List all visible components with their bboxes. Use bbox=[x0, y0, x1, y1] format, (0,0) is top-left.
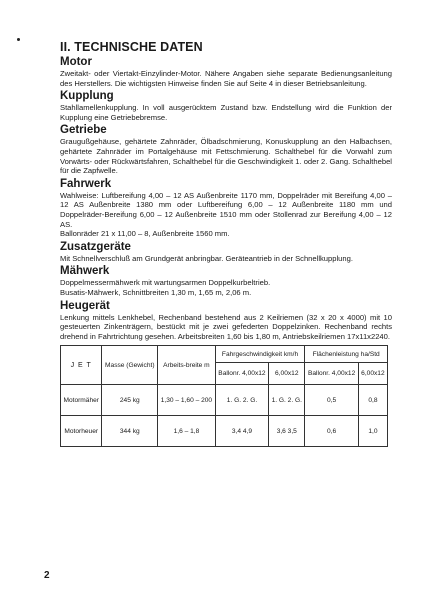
text-maehwerk: Doppelmessermähwerk mit wartungsarmen Doppelkurbeltrieb. bbox=[60, 278, 271, 288]
spec-table bbox=[60, 345, 388, 447]
text-zusatzgeraete: Mit Schnellverschluß am Grundgerät anbringbar. Geräteantrieb in der Schnellkupplung. bbox=[60, 253, 353, 263]
heading-heugeraet: Heugerät bbox=[60, 299, 110, 312]
document-page bbox=[60, 40, 392, 447]
text-heugeraet: Lenkung mittels Lenkhebel, Rechenband bestehend aus 2 Keilriemen (32 x 20 x 4000) mit 10 gesteuerten Zinkenträgern, bestückt mit je zwei gefederten Doppelzinken. Rechenband rechts drehend in Fahrtrichtung gesehen. Arbeitsbreiten 1,60 bis 1,80 m, Antriebskeilriemen 17x11x2240. bbox=[60, 312, 392, 341]
row-breite: 1,6 – 1,8 bbox=[158, 416, 216, 447]
row-masse: 344 kg bbox=[102, 416, 158, 447]
row-speed-1: 1. G. 2. G. bbox=[215, 385, 268, 416]
row-name: Motormäher bbox=[61, 385, 102, 416]
text-fahrwerk-ballon: Ballonräder 21 x 11,00 – 8, Außenbreite 1560 mm. bbox=[60, 229, 230, 239]
heading-maehwerk: Mähwerk bbox=[60, 265, 110, 278]
col-subheader-area-2: 6,00x12 bbox=[358, 363, 387, 385]
table-row bbox=[61, 416, 388, 447]
col-header-breite: Arbeits-breite m bbox=[158, 346, 216, 385]
heading-fahrwerk: Fahrwerk bbox=[60, 177, 112, 190]
col-header-speed: Fahrgeschwindigkeit km/h bbox=[215, 346, 305, 363]
text-getriebe: Graugußgehäuse, gehärtete Zahnräder, Ölbadschmierung, Konuskupplung an den Halbachsen, gehärtete Zahnräder im Portalgehäuse mit Fettschmierung. Schalthebel für die Vorwahl zum Vorwärts- oder Rückwärtsfahren, Schalthebel für die Geschwindigkeit 1. oder 2. Gang. Schalthebel für die Zapfwelle. bbox=[60, 137, 392, 176]
row-name: Motorheuer bbox=[61, 416, 102, 447]
heading-getriebe: Getriebe bbox=[60, 124, 107, 137]
row-area-2: 1,0 bbox=[358, 416, 387, 447]
col-header-jet: J E T bbox=[61, 346, 102, 385]
margin-dot bbox=[17, 38, 20, 41]
table-row bbox=[61, 385, 388, 416]
row-masse: 245 kg bbox=[102, 385, 158, 416]
chapter-title: II. TECHNISCHE DATEN bbox=[60, 40, 203, 54]
page-number: 2 bbox=[44, 570, 50, 581]
text-motor: Zweitakt- oder Viertakt-Einzylinder-Motor. Nähere Angaben siehe separate Bedienungsanleitung des Herstellers. Die wichtigsten Hinweise finden Sie auf Seite 4 in dieser Betriebsanleitung. bbox=[60, 69, 392, 88]
heading-kupplung: Kupplung bbox=[60, 90, 114, 103]
col-subheader-area-1: Ballonr. 4,00x12 bbox=[305, 363, 358, 385]
row-breite: 1,30 – 1,60 – 200 bbox=[158, 385, 216, 416]
text-maehwerk-busatis: Busatis-Mähwerk, Schnittbreiten 1,30 m, 1,65 m, 2,06 m. bbox=[60, 287, 252, 297]
heading-motor: Motor bbox=[60, 56, 92, 68]
row-area-1: 0,6 bbox=[305, 416, 358, 447]
col-header-area: Flächenleistung ha/Std bbox=[305, 346, 388, 363]
col-subheader-speed-1: Ballonr. 4,00x12 bbox=[215, 363, 268, 385]
text-kupplung: Stahllamellenkupplung. In voll ausgerücktem Zustand bzw. Endstellung wird die Funktion der Kupplung eine Getriebebremse. bbox=[60, 103, 392, 122]
row-speed-2: 1. G. 2. G. bbox=[269, 385, 305, 416]
row-area-2: 0,8 bbox=[358, 385, 387, 416]
row-speed-1: 3,4 4,9 bbox=[215, 416, 268, 447]
heading-zusatzgeraete: Zusatzgeräte bbox=[60, 240, 131, 253]
row-area-1: 0,5 bbox=[305, 385, 358, 416]
col-subheader-speed-2: 6,00x12 bbox=[269, 363, 305, 385]
text-fahrwerk: Wahlweise: Luftbereifung 4,00 – 12 AS Außenbreite 1170 mm, Doppelräder mit Bereifung 4,00 – 12 AS Außenbreite 1380 mm oder Luftbereifung 6,00 – 12 Außenbreite 1180 mm und Doppelräder-Bereifung 6,00 – 12 Außenbreite 1510 mm oder Stollenrad zur Bereifung 4,00 – 12 AS. bbox=[60, 190, 392, 229]
row-speed-2: 3,6 3,5 bbox=[269, 416, 305, 447]
col-header-masse: Masse (Gewicht) bbox=[102, 346, 158, 385]
